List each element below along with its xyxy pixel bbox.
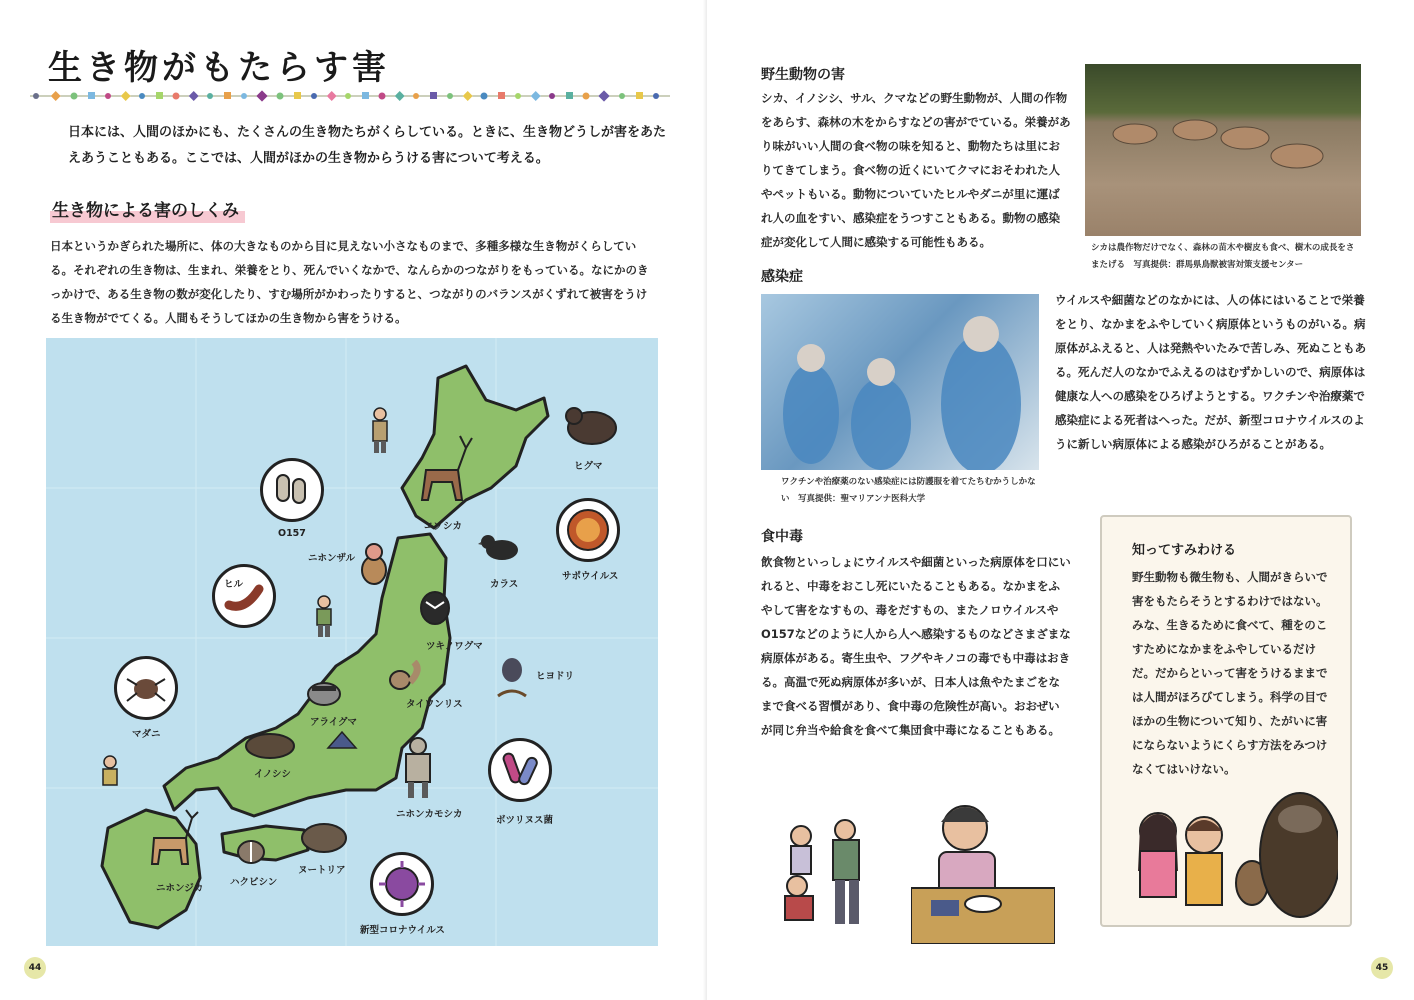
- sika-deer-icon: [142, 808, 202, 870]
- o157-bacteria-icon: [260, 458, 324, 522]
- nutria-icon: [298, 816, 352, 858]
- wildlife-heading: 野生動物の害: [761, 67, 845, 83]
- label-ezoshika: エゾシカ: [424, 521, 463, 532]
- label-coronavirus: 新型コロナウイルス: [360, 925, 445, 936]
- raccoon-icon: [304, 674, 344, 708]
- wild-boar-icon: [242, 730, 298, 762]
- label-nihonjika: ニホンジカ: [156, 883, 204, 894]
- lead-paragraph: 日本には、人間のほかにも、たくさんの生き物たちがくらしている。ときに、生き物どうしが害をあたえあうこともある。ここでは、人間がほかの生き物からうける害について考える。: [68, 125, 667, 166]
- masked-palm-civet-icon: [234, 832, 268, 866]
- section-heading: 生き物による害のしくみ: [50, 196, 245, 223]
- label-araiguma: アライグマ: [310, 717, 358, 728]
- info-box: [1100, 515, 1352, 927]
- asian-black-bear-icon: [418, 582, 452, 626]
- label-taiwanrisu: タイワンリス: [406, 699, 463, 710]
- medical-team-photo: [761, 294, 1039, 470]
- deer-photo: [1085, 64, 1361, 236]
- sapovirus-icon: [556, 498, 620, 562]
- section-body: 日本というかぎられた場所に、体の大きなものから目に見えない小さなものまで、多種多様な生き物がくらしている。それぞれの生き物は、生まれ、栄養をとり、死んでいくなかで、なんらかのつながりをもっている。なにかのきっかけで、ある生き物の数が変化したり、すむ場所がかわったりすると、つながりのバランスがくずれて被害をうける生き物がでてくる。人間もそうしてほかの生き物から害をうける。: [50, 239, 649, 325]
- infection-body: ウイルスや細菌などのなかには、人の体にはいることで栄養をとり、なかまをふやしていく病原体というものがいる。病原体がふえると、人は発熱やいたみで苦しみ、死ぬこともある。死んだ人のなかでふえるのはむずかしいので、病原体は健康な人への感染をひろげようとする。ワクチンや治療薬で感染症による死者はへった。だが、新型コロナウイルスのように新しい病原体による感染がひろがることがある。: [1055, 293, 1367, 451]
- info-box-heading: 知ってすみわける: [1132, 543, 1237, 558]
- page-number-left: 44: [24, 957, 46, 979]
- label-inoshishi: イノシシ: [254, 769, 291, 780]
- wildlife-body: シカ、イノシシ、サル、クマなどの野生動物が、人間の作物をあらす、森林の木をからすなどの害がでている。栄養があり味がいい人間の食べ物の味を知ると、動物たちは里におりてきてしまう。食べ物の近くにいてクマにおそわれた人やペットもいる。動物についていたヒルやダニが里に運ばれ人の血をすい、感染症をうつすこともある。動物の感染症が変化して人間に感染する可能性もある。: [761, 91, 1071, 249]
- medical-photo-caption: ワクチンや治療薬のない感染症には防護服を着てたちむかうしかない 写真提供：聖マリアンナ医科大学: [781, 477, 1036, 504]
- label-sapovirus: サポウイルス: [562, 571, 619, 582]
- hiker-person-icon: [312, 594, 336, 638]
- japanese-serow-icon: [400, 734, 436, 800]
- pallass-squirrel-icon: [386, 660, 422, 692]
- label-nutria: ヌートリア: [298, 865, 346, 876]
- right-page: [707, 0, 1414, 1000]
- label-nihonzaru: ニホンザル: [308, 553, 356, 564]
- decorative-dot-line: [30, 88, 670, 104]
- brown-eared-bulbul-icon: [494, 650, 530, 700]
- tick-icon: [114, 656, 178, 720]
- woman-stomachache-illustration: [911, 792, 1055, 944]
- food-poisoning-heading: 食中毒: [761, 529, 803, 545]
- botulinus-bacteria-icon: [488, 738, 552, 802]
- infection-heading: 感染症: [761, 269, 803, 285]
- ezo-deer-icon: [412, 430, 476, 506]
- label-higuma: ヒグマ: [574, 461, 603, 472]
- label-tsukinowaguma: ツキノワグマ: [426, 641, 483, 652]
- coronavirus-icon: [370, 852, 434, 916]
- crow-icon: [478, 528, 528, 568]
- food-poisoning-body: 飲食物といっしょにウイルスや細菌といった病原体を口にいれると、中毒をおこし死にいたることもある。なかまをふやして害をなすもの、毒をだすもの、またノロウイルスやO157などのように人から人へ感染するものなどさまざまな病原体がある。寄生虫や、フグやキノコの毒でも中毒はおきる。高温で死ぬ病原体が多いが、日本人は魚やたまごをなまで食べる習慣があり、食中毒の危険性が高い。おおぜいが同じ弁当や給食を食べて集団食中毒になることもある。: [761, 555, 1071, 737]
- japan-map: [46, 338, 658, 946]
- label-o157: O157: [278, 528, 306, 539]
- brown-bear-icon: [564, 400, 620, 450]
- deer-photo-caption: シカは農作物だけでなく、森林の苗木や樹皮も食べ、樹木の成長をさまたげる 写真提供：群馬県鳥獣被害対策支援センター: [1091, 243, 1355, 270]
- info-box-body: 野生動物も微生物も、人間がきらいで害をもたらそうとするわけではない。みな、生きるために食べて、種をのこすためになかまをふやしているだけだ。だからといって害をうけるままでは人間がほろびてしまう。科学の目でほかの生物について知り、たがいに害にならないようにくらす方法をみつけなくてはいけない。: [1132, 570, 1328, 776]
- sick-people-illustration: [771, 816, 891, 940]
- label-hakubishin: ハクビシン: [230, 877, 278, 888]
- label-madani: マダニ: [132, 729, 161, 740]
- label-botulinus: ボツリヌス菌: [496, 815, 554, 826]
- label-nihonkamoshika: ニホンカモシカ: [396, 809, 463, 820]
- label-hiru: ヒル: [224, 579, 244, 590]
- japanese-macaque-icon: [358, 542, 390, 586]
- page-title: 生き物がもたらす害: [48, 48, 390, 88]
- hunter-person-icon: [368, 406, 392, 454]
- label-karasu: カラス: [490, 579, 519, 590]
- page-number-right: 45: [1371, 957, 1393, 979]
- leech-icon: [212, 564, 276, 628]
- farmer-person-icon: [98, 754, 122, 798]
- people-with-bear-illustration: [1122, 775, 1338, 921]
- label-hiyodori: ヒヨドリ: [536, 671, 575, 682]
